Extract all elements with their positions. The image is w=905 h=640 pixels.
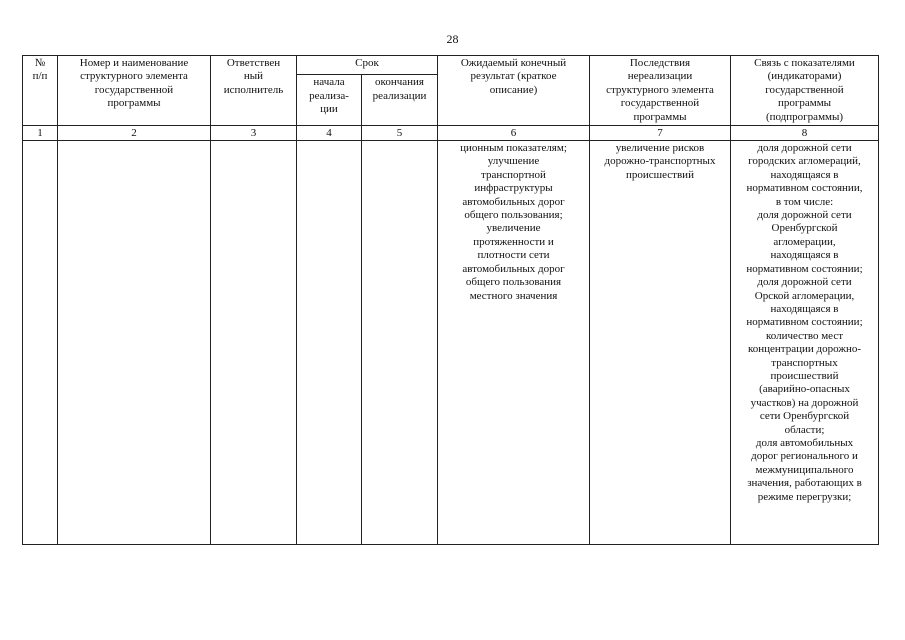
column-number-row bbox=[23, 126, 879, 141]
column-number: 3 bbox=[211, 126, 297, 141]
column-number: 5 bbox=[362, 126, 438, 141]
cell-structural-element bbox=[58, 141, 211, 545]
header-row-1 bbox=[23, 56, 879, 75]
column-number: 1 bbox=[23, 126, 58, 141]
cell-responsible bbox=[211, 141, 297, 545]
page-number: 28 bbox=[446, 32, 459, 46]
column-number: 4 bbox=[297, 126, 362, 141]
header-indicators-link: Связь с показателями (индикаторами) государственной программы (подпрограммы) bbox=[731, 56, 879, 126]
cell-indicators-link: доля дорожной сети городских агломераций, находящаяся в нормативном состоянии, в том числе: доля дорожной сети Оренбургской агломерации, находящаяся в нормативном состоянии; доля дорожной сети Орской агломерации, находящаяся в нормативном состоянии; количество мест концентрации дорожно- транспортных происшествий (аварийно-опасных участков) на дорожной сети Оренбургской области; доля автомобильных дорог регионального и межмуниципального значения, работающих в режиме перегрузки; bbox=[731, 141, 879, 545]
header-responsible: Ответствен ный исполнитель bbox=[211, 56, 297, 126]
cell-term-start bbox=[297, 141, 362, 545]
cell-term-end bbox=[362, 141, 438, 545]
cell-consequences: увеличение рисков дорожно-транспортных происшествий bbox=[590, 141, 731, 545]
header-number: № п/п bbox=[23, 56, 58, 126]
cell-number bbox=[23, 141, 58, 545]
header-term: Срок bbox=[297, 56, 438, 75]
column-number: 8 bbox=[731, 126, 879, 141]
program-table bbox=[22, 55, 879, 545]
cell-expected-result: ционным показателям; улучшение транспортной инфраструктуры автомобильных дорог общего пользования; увеличение протяженности и плотности сети автомобильных дорог общего пользования местного значения bbox=[438, 141, 590, 545]
header-term-end: окончания реализации bbox=[362, 75, 438, 126]
column-number: 6 bbox=[438, 126, 590, 141]
header-term-start: начала реализа- ции bbox=[297, 75, 362, 126]
header-expected-result: Ожидаемый конечный результат (краткое описание) bbox=[438, 56, 590, 126]
column-number: 7 bbox=[590, 126, 731, 141]
column-number: 2 bbox=[58, 126, 211, 141]
header-consequences: Последствия нереализации структурного элемента государственной программы bbox=[590, 56, 731, 126]
header-structural-element: Номер и наименование структурного элемента государственной программы bbox=[58, 56, 211, 126]
table-row bbox=[23, 141, 879, 545]
